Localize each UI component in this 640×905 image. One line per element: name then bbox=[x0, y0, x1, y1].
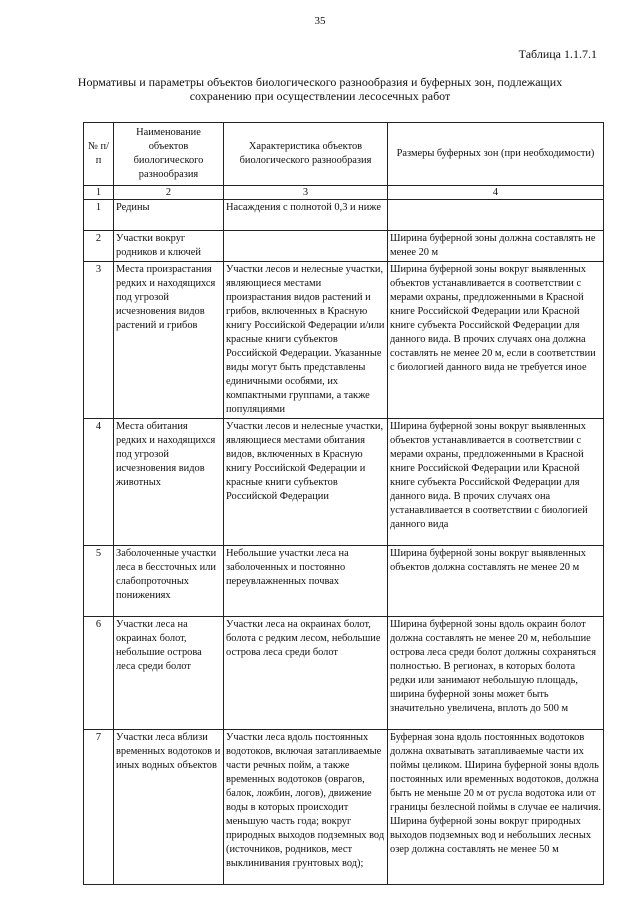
column-index: 1 bbox=[84, 186, 114, 200]
row-num: 7 bbox=[84, 730, 114, 885]
row-num: 6 bbox=[84, 617, 114, 730]
row-buffer: Ширина буферной зоны должна составлять не менее 20 м bbox=[388, 231, 604, 262]
row-num: 2 bbox=[84, 231, 114, 262]
row-name: Участки вокруг родников и ключей bbox=[114, 231, 224, 262]
row-buffer: Ширина буферной зоны вокруг выявленных объектов устанавливается в соответствии с мерами охраны, предложенными в Красной книге Российской Федерации или Красной книге субъекта Российской Федерации для данного вида. В прочих случаях она устанавливается в соответствии с биологией данного вида bbox=[388, 419, 604, 546]
row-name: Редины bbox=[114, 200, 224, 231]
row-characteristic: Участки леса вдоль постоянных водотоков, включая затапливаемые части речных пойм, а также временных водотоков (оврагов, балок, ложбин, логов), движение воды в которых происходит меньшую часть года; вокруг природных выходов подземных вод (источников, родников, мест выклинивания грунтовых вод); bbox=[224, 730, 388, 885]
column-index: 3 bbox=[224, 186, 388, 200]
table-row bbox=[84, 419, 604, 546]
row-name: Места обитания редких и находящихся под угрозой исчезновения видов животных bbox=[114, 419, 224, 546]
column-index: 4 bbox=[388, 186, 604, 200]
header-buffer: Размеры буферных зон (при необходимости) bbox=[388, 123, 604, 186]
header-row bbox=[84, 123, 604, 186]
row-characteristic bbox=[224, 231, 388, 262]
row-num: 4 bbox=[84, 419, 114, 546]
page-number: 35 bbox=[314, 15, 326, 27]
norms-table bbox=[83, 122, 604, 885]
table-label: Таблица 1.1.7.1 bbox=[518, 47, 597, 61]
row-characteristic: Участки лесов и нелесные участки, являющиеся местами произрастания видов растений и грибов, включенных в Красную книгу Российской Федерации и/или красные книги субъектов Российской Федерации. Указанные виды могут быть представлены единичными особями, их компактными группами, а также популяциями bbox=[224, 262, 388, 419]
table-row bbox=[84, 200, 604, 231]
row-num: 3 bbox=[84, 262, 114, 419]
row-name: Участки леса вблизи временных водотоков и иных водных объектов bbox=[114, 730, 224, 885]
row-characteristic: Небольшие участки леса на заболоченных и постоянно переувлажненных почвах bbox=[224, 546, 388, 617]
row-characteristic: Участки леса на окраинах болот, болота с редким лесом, небольшие острова леса среди болот bbox=[224, 617, 388, 730]
header-num: № п/п bbox=[84, 123, 114, 186]
table-row bbox=[84, 262, 604, 419]
row-buffer bbox=[388, 200, 604, 231]
row-buffer: Ширина буферной зоны вокруг выявленных объектов устанавливается в соответствии с мерами охраны, предложенными в Красной книге Российской Федерации или Красной книге субъекта Российской Федерации для данного вида. В прочих случаях она должна составлять не менее 20 м, если в соответствии с биологией данного вида не требуется иное bbox=[388, 262, 604, 419]
column-index-row bbox=[84, 186, 604, 200]
document-title: Нормативы и параметры объектов биологического разнообразия и буферных зон, подлежащих сохранению при осуществлении лесосечных работ bbox=[77, 75, 563, 103]
row-name: Места произрастания редких и находящихся под угрозой исчезновения видов растений и грибов bbox=[114, 262, 224, 419]
row-buffer: Ширина буферной зоны вокруг выявленных объектов должна составлять не менее 20 м bbox=[388, 546, 604, 617]
row-name: Заболоченные участки леса в бессточных или слабопроточных понижениях bbox=[114, 546, 224, 617]
table-row bbox=[84, 730, 604, 885]
row-characteristic: Насаждения с полнотой 0,3 и ниже bbox=[224, 200, 388, 231]
row-buffer: Буферная зона вдоль постоянных водотоков должна охватывать затапливаемые части их поймы целиком. Ширина буферной зоны вдоль постоянных или временных водотоков, должна быть не меньше 20 м от русла водотока или от границы безлесной поймы в случае ее наличия. Ширина буферной зоны вокруг природных выходов подземных вод и небольших лесных озер должна составлять не менее 50 м bbox=[388, 730, 604, 885]
table-row bbox=[84, 546, 604, 617]
header-name: Наименование объектов биологического разнообразия bbox=[114, 123, 224, 186]
table-row bbox=[84, 617, 604, 730]
row-name: Участки леса на окраинах болот, небольшие острова леса среди болот bbox=[114, 617, 224, 730]
row-num: 5 bbox=[84, 546, 114, 617]
row-num: 1 bbox=[84, 200, 114, 231]
row-buffer: Ширина буферной зоны вдоль окраин болот должна составлять не менее 20 м, небольшие острова леса среди болот должны сохраняться полностью. В регионах, в которых болота редки или занимают небольшую площадь, ширина буферной зоны может быть значительно увеличена, вплоть до 500 м bbox=[388, 617, 604, 730]
column-index: 2 bbox=[114, 186, 224, 200]
table-row bbox=[84, 231, 604, 262]
row-characteristic: Участки лесов и нелесные участки, являющиеся местами обитания видов, включенных в Красную книгу Российской Федерации и красные книги субъектов Российской Федерации bbox=[224, 419, 388, 546]
header-characteristic: Характеристика объектов биологического разнообразия bbox=[224, 123, 388, 186]
